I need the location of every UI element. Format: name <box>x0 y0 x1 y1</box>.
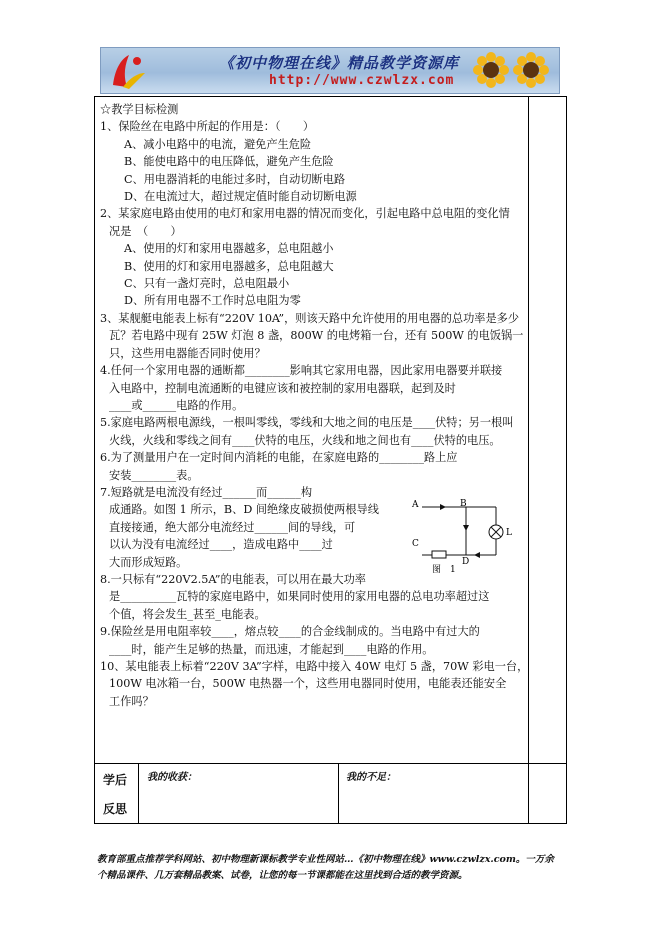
table-divider <box>528 96 529 824</box>
sunflower-icon <box>513 52 549 88</box>
node-label-c: C <box>412 539 419 549</box>
banner-title: 《初中物理在线》精品教学资源库 <box>219 54 460 72</box>
table-divider <box>338 763 339 824</box>
question-line: 8.一只标有“220V2.5A”的电能表，可以用在最大功率 <box>100 572 366 586</box>
footer-line: 教育部重点推荐学科网站、初中物理新课标教学专业性网站…《初中物理在线》www.czwlzx.com。一万余 <box>97 854 554 865</box>
question-line: 个值，将会发生_甚至_电能表。 <box>109 607 266 621</box>
question-line: ____或______电路的作用。 <box>109 398 244 412</box>
node-label-b: B <box>460 499 467 509</box>
sunflower-icon <box>473 52 509 88</box>
question-line: 直接接通，绝大部分电流经过______间的导线，可 <box>109 520 356 534</box>
question-line: 况是 （ ） <box>109 224 182 238</box>
question-line: 6.为了测量用户在一定时间内消耗的电能，在家庭电路的________路上应 <box>100 451 458 465</box>
footer-line: 个精品课件、几万套精品教案、试卷，让您的每一节课都能在这里找到合适的教学资源。 <box>97 870 468 881</box>
question-line: 安装________表。 <box>109 468 199 482</box>
row-label-reflection: 反思 <box>103 802 128 816</box>
node-label-d: D <box>462 557 470 567</box>
figure-caption: 图 1 <box>432 565 456 573</box>
answer-option: D、在电流过大，超过规定值时能自动切断电源 <box>124 190 357 204</box>
row-label-after-study: 学后 <box>103 773 128 787</box>
header-banner <box>100 47 560 94</box>
question-line: 100W 电冰箱一台，500W 电热器一个，这些用电器同时使用，电能表还能安全 <box>109 677 507 691</box>
section-title: ☆教学目标检测 <box>100 103 179 116</box>
question-line: 4.任何一个家用电器的通断都________影响其它家用电器，因此家用电器要并联接 <box>100 364 503 378</box>
node-label-a: A <box>412 500 419 510</box>
answer-option: B、能使电路中的电压降低，避免产生危险 <box>124 155 334 169</box>
answer-option: B、使用的灯和家用电器越多，总电阻越大 <box>124 259 334 273</box>
answer-option: A、减小电路中的电流，避免产生危险 <box>124 137 312 151</box>
table-divider <box>94 763 567 764</box>
circuit-diagram <box>410 497 528 573</box>
site-logo-icon <box>107 51 149 91</box>
question-line: ____时，能产生足够的热量，而迅速，才能起到____电路的作用。 <box>109 642 434 656</box>
question-line: 7.短路就是电流没有经过______而______构 <box>100 485 313 499</box>
answer-option: C、用电器消耗的电能过多时，自动切断电路 <box>124 172 346 186</box>
question-line: 只，这些用电器能否同时使用？ <box>109 346 266 360</box>
gains-label: 我的收获： <box>147 772 197 783</box>
question-line: 成通路。如图 1 所示，B、D 间绝缘皮破损使两根导线 <box>109 503 379 517</box>
question-line: 工作吗？ <box>109 694 154 708</box>
banner-url: http://www.czwlzx.com <box>269 73 455 88</box>
lamp-label-l: L <box>506 528 512 538</box>
question-list <box>100 101 528 710</box>
page-footer <box>97 852 567 884</box>
question-line: 2、某家庭电路由使用的电灯和家用电器的情况而变化，引起电路中总电阻的变化情 <box>100 207 510 221</box>
question-line: 1、保险丝在电路中所起的作用是：（ ） <box>100 120 315 134</box>
question-line: 9.保险丝是用电阻率较____，熔点较____的合金线制成的。当电路中有过大的 <box>100 625 480 639</box>
question-line: 大而形成短路。 <box>109 555 188 569</box>
question-line: 以认为没有电流经过____，造成电路中____过 <box>109 538 333 552</box>
table-divider <box>138 763 139 824</box>
question-line: 入电路中，控制电流通断的电键应该和被控制的家用电器联，起到及时 <box>109 381 456 395</box>
question-line: 3、某舰艇电能表上标有“220V 10A”，则该天路中允许使用的用电器的总功率是多少 <box>100 311 520 325</box>
answer-option: A、使用的灯和家用电器越多，总电阻越小 <box>124 242 334 256</box>
question-line: 火线，火线和零线之间有____伏特的电压，火线和地之间也有____伏特的电压。 <box>109 433 501 447</box>
answer-option: C、只有一盏灯亮时，总电阻最小 <box>124 277 290 291</box>
shortcomings-label: 我的不足： <box>346 772 396 783</box>
question-line: 是__________瓦特的家庭电路中，如果同时使用的家用电器的总电功率超过这 <box>109 590 490 604</box>
answer-option: D、所有用电器不工作时总电阻为零 <box>124 294 301 308</box>
question-line: 10、某电能表上标着“220V 3A”字样，电路中接入 40W 电灯 5 盏，70W 彩电一台， <box>100 660 529 673</box>
question-line: 瓦？若电路中现有 25W 灯泡 8 盏，800W 的电烤箱一台，还有 500W 的电饭锅一 <box>109 329 524 343</box>
question-line: 5.家庭电路两根电源线，一根叫零线，零线和大地之间的电压是____伏特；另一根叫 <box>100 416 514 430</box>
